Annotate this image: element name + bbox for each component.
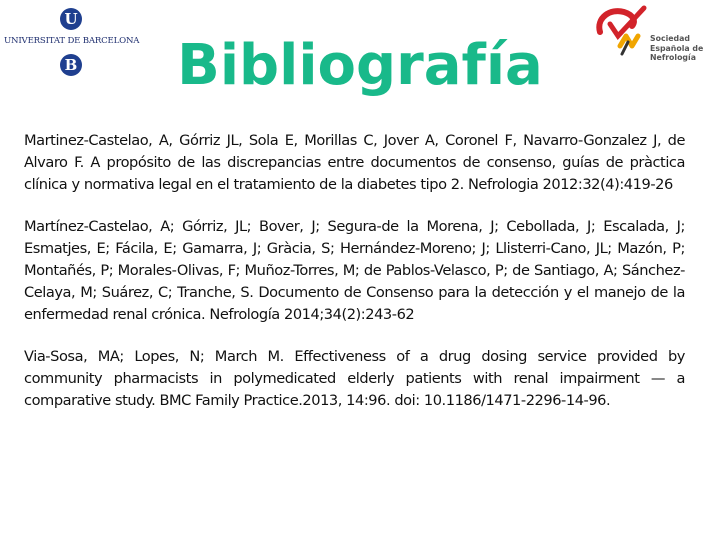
ub-logo-letter-u: U	[60, 8, 82, 30]
sen-logo-line: Sociedad	[650, 34, 690, 43]
sen-logo-line: Nefrología	[650, 53, 696, 63]
reference-item: Via-Sosa, MA; Lopes, N; March M. Effectiveness of a drug dosing service provided by community pharmacists in polymedicated elderly patients with renal impairment — a comparative study. BMC Family Practice.2013, 14:96. doi: 10.1186/1471-2296-14-96.	[24, 348, 685, 409]
reference-list	[24, 130, 685, 433]
ub-logo-text: UNIVERSITAT DE BARCELONA	[4, 36, 140, 46]
ub-logo-letter-b: B	[60, 54, 82, 76]
reference-item: Martinez-Castelao, A, Górriz JL, Sola E, Morillas C, Jover A, Coronel F, Navarro-Gonzalez J, de Alvaro F. A propósito de las discrepancias entre documentos de consenso, guías de pràctica clínica y normativa legal en el tratamiento de la diabetes tipo 2. Nefrologia 2012:32(4):419-26	[24, 132, 685, 193]
page-title: Bibliografía	[177, 33, 543, 98]
sen-logo-line: Española de	[650, 43, 704, 53]
reference-item: Martínez-Castelao, A; Górriz, JL; Bover, J; Segura-de la Morena, J; Cebollada, J; Escalada, J; Esmatjes, E; Fácila, E; Gamarra, J; Gràcia, S; Hernández-Moreno; J; Llisterri-Cano, JL; Mazón, P; Montañés, P; Morales-Olivas, F; Muñoz-Torres, M; de Pablos-Velasco, P; de Santiago, A; Sánchez-Celaya, M; Suárez, C; Tranche, S. Documento de Consenso para la detección y el manejo de la enfermedad renal crónica. Nefrología 2014;34(2):243-62	[24, 218, 685, 323]
